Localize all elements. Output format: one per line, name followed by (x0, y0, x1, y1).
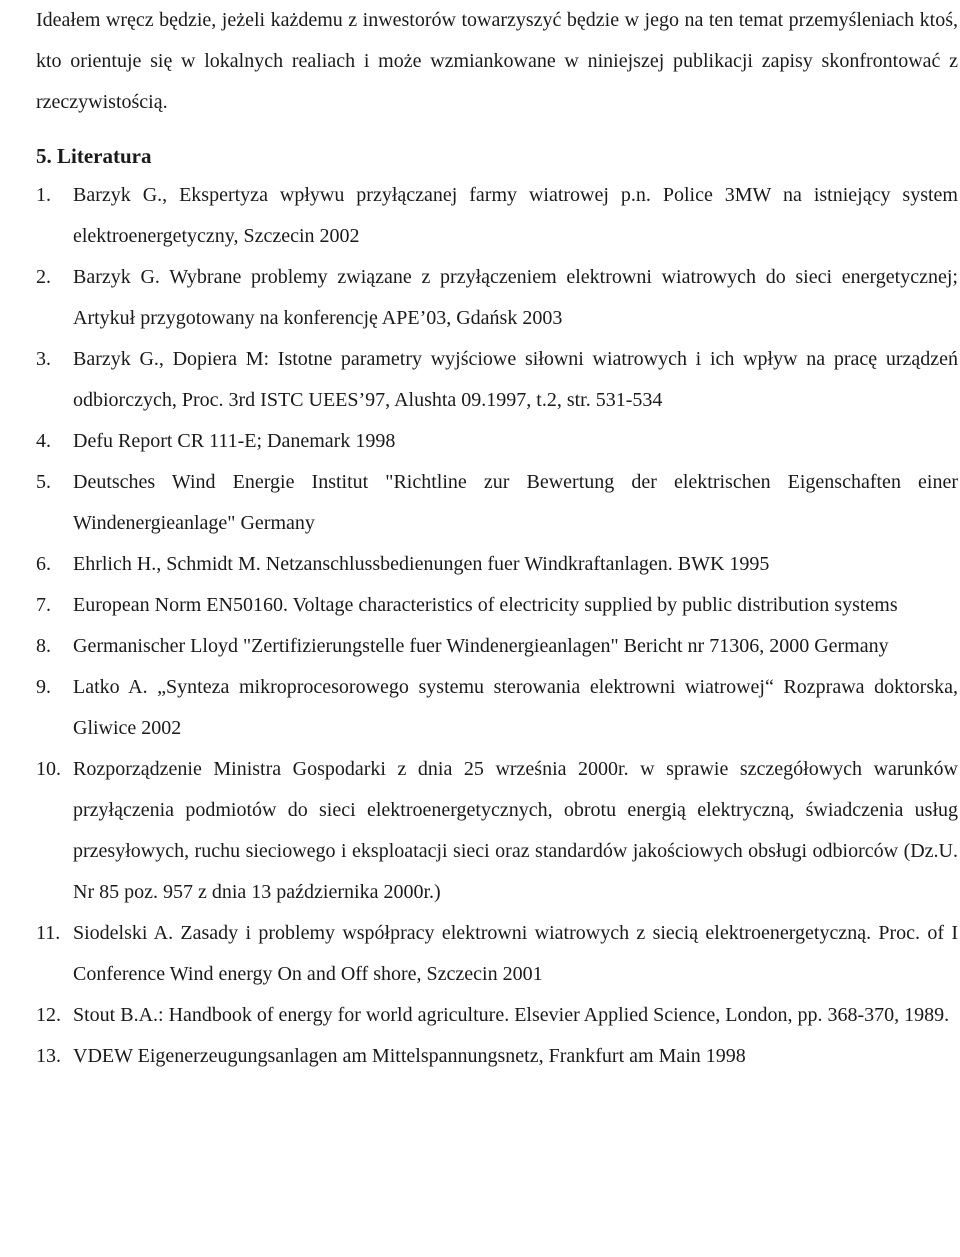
reference-number: 4. (36, 430, 51, 452)
reference-item (36, 626, 958, 667)
reference-text: Deutsches Wind Energie Institut "Richtline zur Bewertung der elektrischen Eigenschaften einer Windenergieanlage" Germany (73, 471, 958, 534)
reference-number: 10. (36, 758, 61, 780)
reference-item (36, 421, 958, 462)
reference-number: 13. (36, 1045, 61, 1067)
reference-number: 11. (36, 922, 61, 944)
reference-text: Siodelski A. Zasady i problemy współpracy elektrowni wiatrowych z siecią elektroenergetyczną. Proc. of I Conference Wind energy On and Off shore, Szczecin 2001 (73, 922, 958, 985)
reference-item (36, 175, 958, 257)
reference-number: 6. (36, 553, 51, 575)
reference-text: VDEW Eigenerzeugungsanlagen am Mittelspannungsnetz, Frankfurt am Main 1998 (73, 1045, 746, 1067)
reference-number: 2. (36, 266, 51, 288)
reference-item (36, 585, 958, 626)
intro-paragraph: Ideałem wręcz będzie, jeżeli każdemu z inwestorów towarzyszyć będzie w jego na ten temat przemyśleniach ktoś, kto orientuje się w lokalnych realiach i może wzmiankowane w niniejszej publikacji zapisy skonfrontować z rzeczywistością. (36, 9, 958, 113)
reference-item (36, 544, 958, 585)
reference-item (36, 462, 958, 544)
reference-item (36, 995, 958, 1036)
reference-number: 1. (36, 184, 51, 206)
reference-number: 3. (36, 348, 51, 370)
reference-text: Defu Report CR 111-E; Danemark 1998 (73, 430, 396, 452)
reference-number: 7. (36, 594, 51, 616)
reference-number: 8. (36, 635, 51, 657)
reference-item (36, 339, 958, 421)
section-heading: 5. Literatura (36, 144, 152, 168)
reference-number: 12. (36, 1004, 61, 1026)
reference-item (36, 749, 958, 913)
document-page (36, 0, 958, 1077)
reference-number: 9. (36, 676, 51, 698)
reference-text: Barzyk G., Ekspertyza wpływu przyłączanej farmy wiatrowej p.n. Police 3MW na istniejący system elektroenergetyczny, Szczecin 2002 (73, 184, 958, 247)
reference-text: Latko A. „Synteza mikroprocesorowego systemu sterowania elektrowni wiatrowej“ Rozprawa doktorska, Gliwice 2002 (73, 676, 958, 739)
reference-text: Germanischer Lloyd "Zertifizierungstelle fuer Windenergieanlagen" Bericht nr 71306, 2000 Germany (73, 635, 889, 657)
reference-item (36, 1036, 958, 1077)
reference-item (36, 257, 958, 339)
reference-text: Barzyk G., Dopiera M: Istotne parametry wyjściowe siłowni wiatrowych i ich wpływ na pracę urządzeń odbiorczych, Proc. 3rd ISTC UEES’97, Alushta 09.1997, t.2, str. 531-534 (73, 348, 958, 411)
reference-text: Barzyk G. Wybrane problemy związane z przyłączeniem elektrowni wiatrowych do sieci energetycznej; Artykuł przygotowany na konferencję APE’03, Gdańsk 2003 (73, 266, 958, 329)
reference-text: Ehrlich H., Schmidt M. Netzanschlussbedienungen fuer Windkraftanlagen. BWK 1995 (73, 553, 770, 575)
reference-list (36, 175, 958, 1077)
reference-text: Stout B.A.: Handbook of energy for world agriculture. Elsevier Applied Science, London, pp. 368-370, 1989. (73, 1004, 950, 1026)
reference-item (36, 913, 958, 995)
reference-number: 5. (36, 471, 51, 493)
reference-item (36, 667, 958, 749)
reference-text: Rozporządzenie Ministra Gospodarki z dnia 25 września 2000r. w sprawie szczegółowych warunków przyłączenia podmiotów do sieci elektroenergetycznych, obrotu energią elektryczną, świadczenia usług przesyłowych, ruchu sieciowego i eksploatacji sieci oraz standardów jakościowych obsługi odbiorców (Dz.U. Nr 85 poz. 957 z dnia 13 października 2000r.) (73, 758, 958, 903)
reference-text: European Norm EN50160. Voltage characteristics of electricity supplied by public distribution systems (73, 594, 898, 616)
